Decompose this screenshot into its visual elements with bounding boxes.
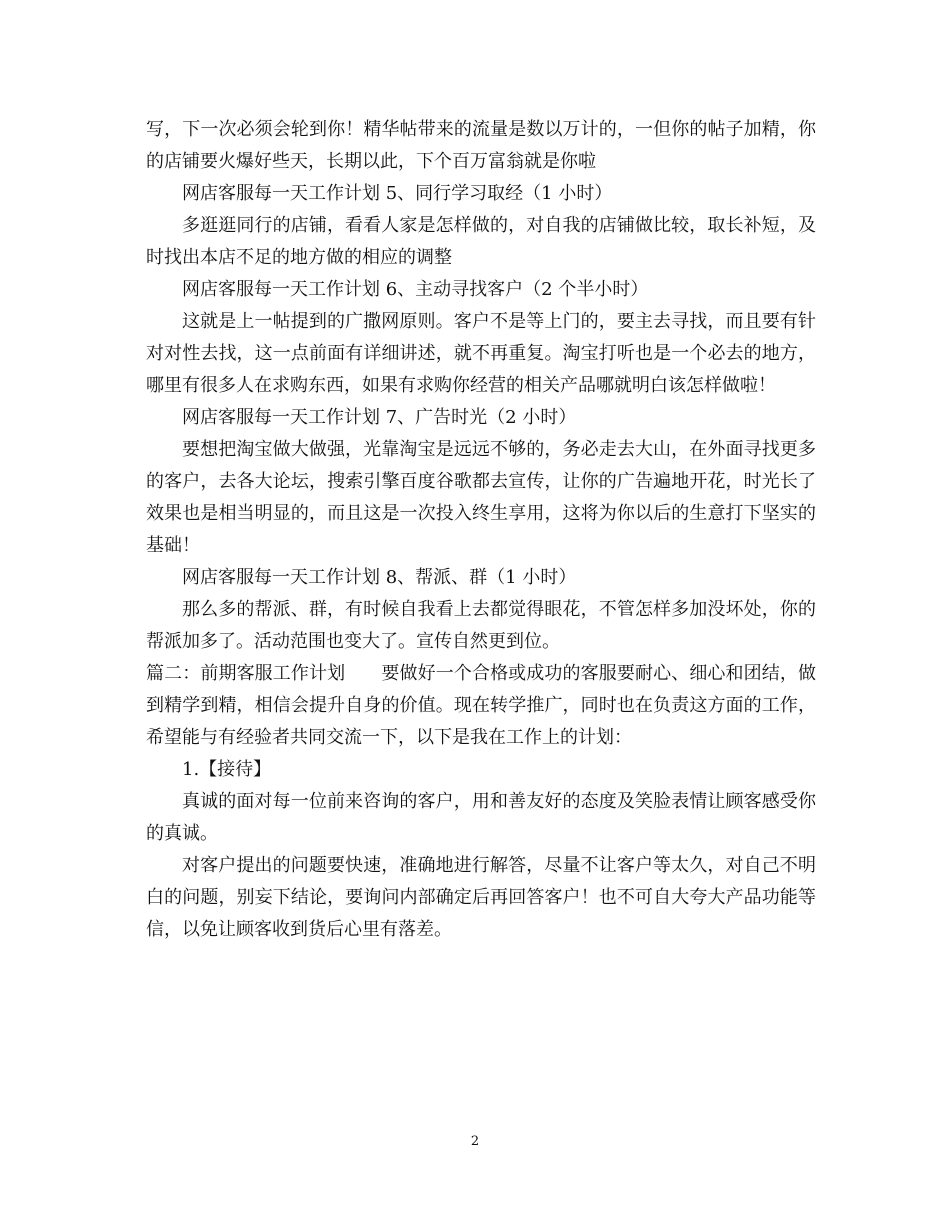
plan-heading-7: 网店客服每一天工作计划 7、广告时光（2 小时） bbox=[182, 407, 577, 428]
section-two-paragraph bbox=[146, 658, 816, 754]
plan-heading-5: 网店客服每一天工作计划 5、同行学习取经（1 小时） bbox=[182, 183, 613, 204]
plan-heading-8: 网店客服每一天工作计划 8、帮派、群（1 小时） bbox=[182, 567, 577, 588]
paragraph-plan-8: 那么多的帮派、群，有时候自我看上去都觉得眼花，不管怎样多加没坏处，你的帮派加多了。活动范围也变大了。宣传自然更到位。 bbox=[146, 599, 816, 652]
plan-heading-6: 网店客服每一天工作计划 6、主动寻找客户（2 个半小时） bbox=[182, 279, 649, 300]
section-two-heading: 篇二：前期客服工作计划 bbox=[146, 663, 346, 684]
paragraph-continuation: 写，下一次必须会轮到你！精华帖带来的流量是数以万计的，一但你的帖子加精，你的店铺要火爆好些天，长期以此，下个百万富翁就是你啦 bbox=[146, 119, 816, 172]
item-heading-reception: 1.【接待】 bbox=[182, 759, 272, 780]
page-content bbox=[146, 114, 816, 946]
page-number: 2 bbox=[470, 1134, 480, 1149]
section-two-text: 要做好一个合格或成功的客服要耐心、细心和团结，做到精学到精，相信会提升自身的价值。现在转学推广，同时也在负责这方面的工作，希望能与有经验者共同交流一下，以下是我在工作上的计划： bbox=[146, 663, 817, 748]
paragraph-plan-7: 要想把淘宝做大做强，光靠淘宝是远远不够的，务必走去大山，在外面寻找更多的客户，去各大论坛，搜索引擎百度谷歌都去宣传，让你的广告遍地开花，时光长了效果也是相当明显的，而且这是一次投入终生享用，这将为你以后的生意打下坚实的基础！ bbox=[146, 439, 816, 556]
paragraph-reception-2: 对客户提出的问题要快速，准确地进行解答，尽量不让客户等太久，对自己不明白的问题，别妄下结论，要询问内部确定后再回答客户！也不可自大夸大产品功能等信，以免让顾客收到货后心里有落差。 bbox=[146, 855, 816, 940]
paragraph-plan-5: 多逛逛同行的店铺，看看人家是怎样做的，对自我的店铺做比较，取长补短，及时找出本店不足的地方做的相应的调整 bbox=[146, 215, 816, 268]
paragraph-reception-1: 真诚的面对每一位前来咨询的客户，用和善友好的态度及笑脸表情让顾客感受你的真诚。 bbox=[146, 791, 816, 844]
paragraph-plan-6: 这就是上一帖提到的广撒网原则。客户不是等上门的，要主去寻找，而且要有针对对性去找，这一点前面有详细讲述，就不再重复。淘宝打听也是一个必去的地方，哪里有很多人在求购东西，如果有求购你经营的相关产品哪就明白该怎样做啦！ bbox=[146, 311, 816, 396]
